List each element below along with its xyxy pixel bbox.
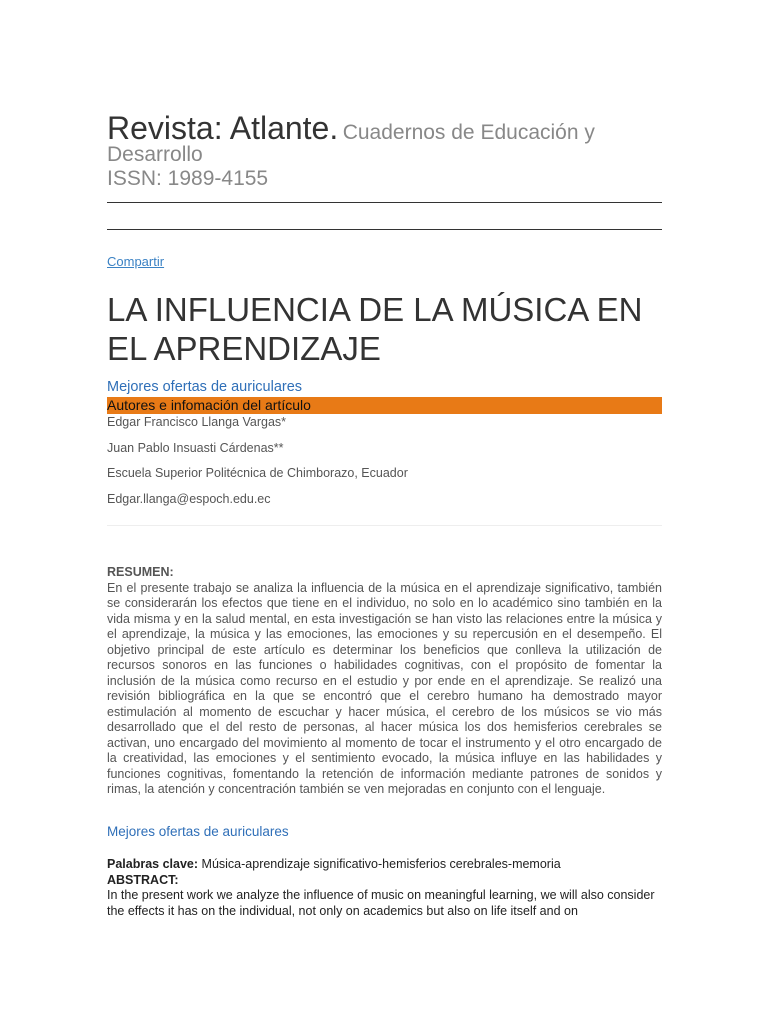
- journal-issn: ISSN: 1989-4155: [107, 167, 269, 190]
- divider: [107, 202, 662, 203]
- author-name: Edgar Francisco Llanga Vargas*: [107, 415, 287, 429]
- divider: [107, 229, 662, 230]
- headphones-offers-link[interactable]: Mejores ofertas de auriculares: [107, 824, 289, 839]
- author-email: Edgar.llanga@espoch.edu.ec: [107, 492, 271, 506]
- abstract-label: ABSTRACT:: [107, 872, 179, 887]
- journal-subtitle: Cuadernos de Educación y Desarrollo: [107, 121, 595, 166]
- journal-title: Revista: Atlante.: [107, 110, 339, 146]
- keywords-text: Música-aprendizaje significativo-hemisferios cerebrales-memoria: [201, 857, 561, 871]
- keywords-section: [107, 857, 662, 919]
- author-name: Juan Pablo Insuasti Cárdenas**: [107, 441, 284, 455]
- author-affiliation: Escuela Superior Politécnica de Chimborazo, Ecuador: [107, 466, 408, 480]
- divider: [107, 525, 662, 526]
- keywords-label: Palabras clave:: [107, 857, 199, 871]
- article-title: LA INFLUENCIA DE LA MÚSICA EN EL APRENDIZAJE: [107, 291, 643, 367]
- authors-info-bar: Autores e infomación del artículo: [107, 397, 662, 414]
- headphones-offers-link[interactable]: Mejores ofertas de auriculares: [107, 379, 303, 395]
- resumen-label: RESUMEN:: [107, 565, 174, 579]
- journal-masthead: [107, 112, 662, 189]
- resumen-section: [107, 565, 662, 798]
- share-link[interactable]: Compartir: [107, 254, 165, 269]
- resumen-text: En el presente trabajo se analiza la influencia de la música en el aprendizaje significativo, también se considerarán los efectos que tiene en el individuo, no solo en lo académico sino también en la vida misma y en la salud mental, en esta investigación se han visto las relaciones entre la música y el aprendizaje, la música y las emociones, las emociones y su repercusión en el desempeño. El objetivo principal de este artículo es determinar los beneficios que conlleva la utilización de recursos sonoros en las funciones o habilidades cognitivas, con el propósito de fomentar la inclusión de la música como recurso en el estudio y por ende en el aprendizaje. Se realizó una revisión bibliográfica en la que se encontró que el cerebro humano ha demostrado mayor estimulación al momento de escuchar y hacer música, el cerebro de los músicos se vio más desarrollado que el del resto de personas, al hacer música los dos hemisferios cerebrales se activan, uno encargado del movimiento al momento de tocar el instrumento y el otro encargado de la creatividad, las emociones y el sentimiento evocado, la música influye en las habilidades y funciones cognitivas, fomentando la retención de información mediante patrones de sonidos y rimas, la atención y concentración también se ven mejoradas en conjunto con el lenguaje.: [107, 580, 662, 796]
- abstract-text: In the present work we analyze the influence of music on meaningful learning, we will also consider the effects it has on the individual, not only on academics but also on life itself and on: [107, 888, 655, 918]
